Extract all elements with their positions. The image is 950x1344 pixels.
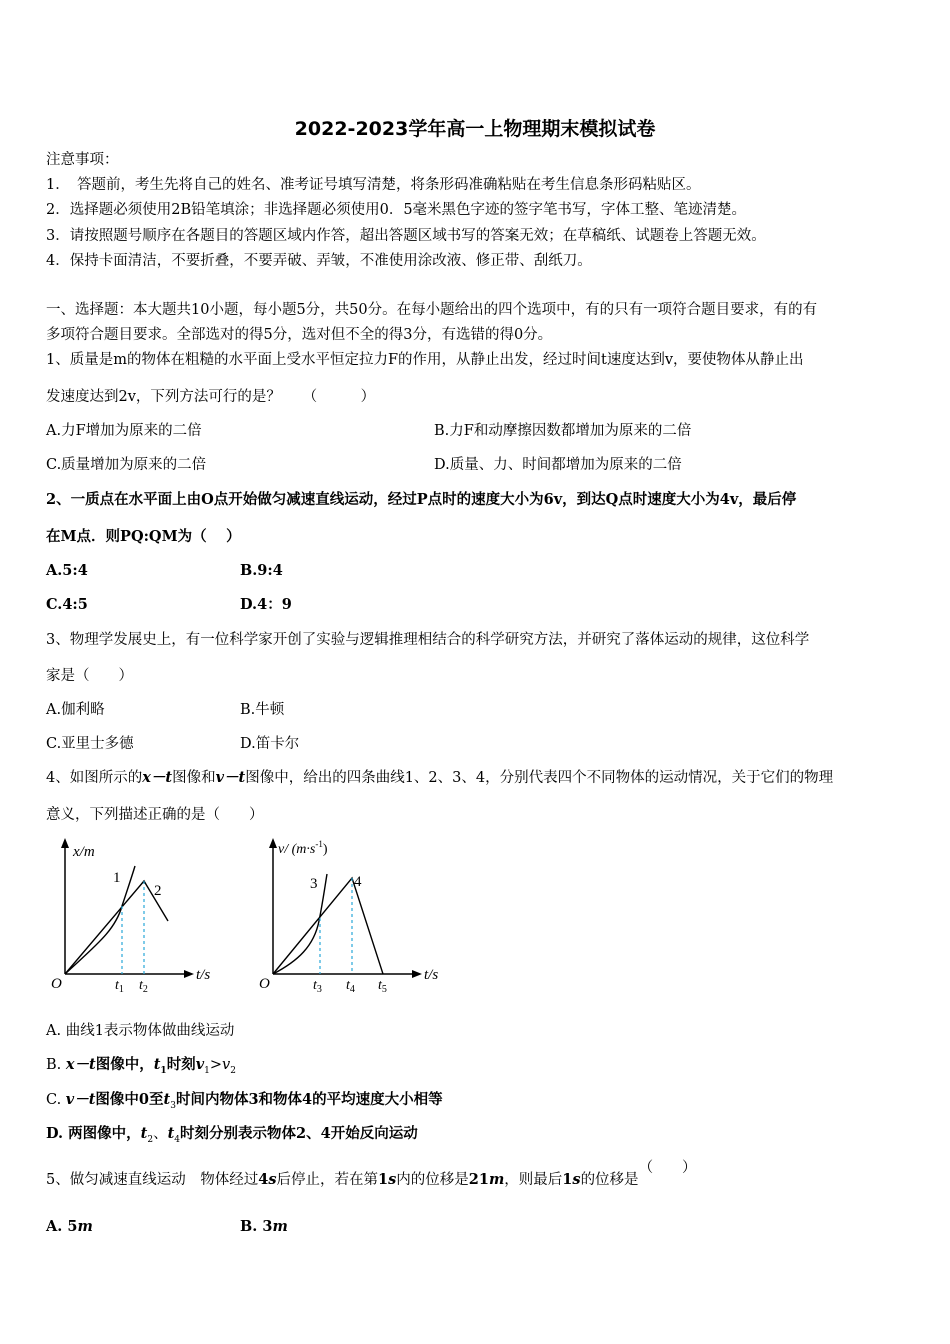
q3-option-c: C.亚里士多德 (46, 736, 134, 752)
notice-item-2: 2．选择题必须使用2B铅笔填涂；非选择题必须使用0．5毫米黑色字迹的签字笔书写，字体工整、笔迹清楚。 (46, 202, 747, 218)
xt-curve-2-label: 2 (154, 883, 162, 899)
q1-option-d: D.质量、力、时间都增加为原来的二倍 (434, 457, 682, 473)
xt-graph-y-arrow (61, 838, 69, 848)
q5-n1: 4 (258, 1171, 269, 1188)
q4-xt-label: x－t (142, 769, 173, 786)
q4-stem-post: 图像中，给出的四条曲线1、2、3、4，分别代表四个不同物体的运动情况，关于它们的物理 (245, 770, 834, 786)
q4-b-gt: > (209, 1057, 223, 1073)
q4-b-v2: v (222, 1057, 231, 1073)
section-intro-line-2: 多项符合题目要求。全部选对的得5分，选对但不全的得3分，有选错的得0分。 (46, 327, 553, 343)
q4-d-t2: t (140, 1125, 148, 1142)
q5-mid2: 内的位移是 (396, 1172, 469, 1188)
q1-option-c: C.质量增加为原来的二倍 (46, 457, 207, 473)
q4-c-post: 时间内物体3和物体4的平均速度大小相等 (175, 1091, 443, 1108)
q4-stem-line-1 (46, 768, 833, 788)
xt-t2-label: $t_2$ (139, 978, 148, 995)
q5-n3: 21 (468, 1171, 489, 1188)
q4-stem-pre: 4、如图所示的 (46, 770, 143, 786)
q5-u4: s (572, 1171, 581, 1188)
q5-b-value: B. 3 (240, 1218, 273, 1235)
xt-graph-x-arrow (184, 970, 194, 978)
q4-b-v1: v (195, 1056, 205, 1073)
vt-curve-4-label: 4 (354, 874, 362, 890)
vt-graph-x-arrow (412, 970, 422, 978)
q4-b-xt: x－t (65, 1056, 96, 1073)
q4-stem-mid: 图像和 (172, 770, 216, 786)
q1-stem-line-1: 1、质量是m的物体在粗糙的水平面上受水平恒定拉力F的作用，从静止出发，经过时间t速度达到v，要使物体从静止出 (46, 352, 804, 368)
vt-curve-3-label: 3 (310, 876, 318, 892)
q4-option-a: A. 曲线1表示物体做曲线运动 (46, 1023, 235, 1039)
q4-d-prefix: D. 两图像中， (46, 1125, 141, 1142)
q5-b-unit: m (272, 1218, 288, 1235)
q5-mid3: ，则最后 (504, 1172, 563, 1188)
q4-d-t4-sub: 4 (174, 1134, 181, 1145)
xt-curve-1-label: 1 (113, 870, 121, 886)
q5-n4: 1 (562, 1171, 573, 1188)
q4-c-mid: 图像中0至 (95, 1091, 164, 1108)
q4-stem-line-2: 意义，下列描述正确的是（ ） (46, 807, 264, 823)
vt-graph (248, 836, 448, 996)
q5-u3: m (488, 1171, 505, 1188)
q5-post: 的位移是 (580, 1172, 639, 1188)
vt-t5-label: $t_5$ (378, 978, 387, 995)
q4-b-mid2: 时刻 (166, 1056, 196, 1073)
q4-d-t2-sub: 2 (147, 1134, 154, 1145)
vt-graph-y-arrow (269, 838, 277, 848)
q4-d-t4: t (167, 1125, 175, 1142)
q4-b-mid: 图像中， (95, 1056, 154, 1073)
q2-option-b: B.9:4 (240, 562, 283, 579)
q4-b-t-sub: 1 (160, 1065, 167, 1076)
q2-stem-line-2: 在M点．则PQ:QM为（ ） (46, 528, 241, 545)
q4-b-t: t (153, 1056, 161, 1073)
xt-x-label: t/s (196, 967, 211, 983)
vt-curve-3 (273, 874, 327, 974)
section-intro-line-1: 一、选择题：本大题共10小题，每小题5分，共50分。在每小题给出的四个选项中，有的只有一项符合题目要求，有的有 (46, 302, 818, 318)
q5-u1: s (268, 1171, 277, 1188)
q1-stem-line-2: 发速度达到2v，下列方法可行的是？ （ ） (46, 389, 376, 405)
q4-c-vt: v－t (65, 1091, 96, 1108)
notice-heading: 注意事项： (46, 152, 119, 168)
page-title: 2022-2023学年高一上物理期末模拟试卷 (294, 118, 656, 140)
q4-b-v1-sub: 1 (204, 1065, 210, 1076)
q5-option-b (240, 1217, 288, 1237)
q4-d-sep: 、 (153, 1126, 168, 1142)
xt-curve-1 (65, 866, 135, 974)
q3-option-a: A.伽利略 (46, 702, 105, 718)
q1-option-a: A.力F增加为原来的二倍 (46, 423, 202, 439)
q3-option-d: D.笛卡尔 (240, 736, 300, 752)
q2-option-c: C.4:5 (46, 596, 88, 613)
notice-item-3: 3．请按照题号顺序在各题目的答题区域内作答，超出答题区域书写的答案无效；在草稿纸、试题卷上答题无效。 (46, 228, 766, 244)
q5-u2: s (388, 1171, 397, 1188)
q4-c-t-sub: 3 (170, 1100, 176, 1111)
q5-a-value: A. 5 (46, 1218, 78, 1235)
q4-vt-label: v－t (215, 769, 246, 786)
xt-origin-label: O (51, 976, 62, 992)
q2-stem-line-1: 2、一质点在水平面上由O点开始做匀减速直线运动，经过P点时的速度大小为6v，到达Q点时速度大小为4v，最后停 (46, 491, 797, 508)
q4-d-post: 时刻分别表示物体2、4开始反向运动 (180, 1125, 418, 1142)
vt-t3-label: $t_3$ (313, 978, 322, 995)
q3-stem-line-1: 3、物理学发展史上，有一位科学家开创了实验与逻辑推理相结合的科学研究方法，并研究了落体运动的规律，这位科学 (46, 632, 810, 648)
q4-option-c (46, 1090, 443, 1116)
q5-answer-paren: （ ） (638, 1160, 697, 1176)
xt-graph (40, 836, 220, 996)
q5-n2: 1 (378, 1171, 389, 1188)
vt-t4-label: $t_4$ (346, 978, 355, 995)
q4-b-v2-sub: 2 (230, 1065, 236, 1076)
q3-stem-line-2: 家是（ ） (46, 668, 133, 684)
vt-origin-label: O (259, 976, 270, 992)
q4-option-d (46, 1124, 418, 1150)
q3-option-b: B.牛顿 (240, 702, 285, 718)
vt-curve-4 (273, 878, 383, 974)
xt-y-label: x/m (73, 844, 95, 860)
q1-option-b: B.力F和动摩擦因数都增加为原来的二倍 (434, 423, 692, 439)
q5-option-a (46, 1217, 93, 1237)
q4-option-b (46, 1055, 236, 1081)
q5-pre: 5、做匀减速直线运动 物体经过 (46, 1172, 259, 1188)
q4-c-prefix: C. (46, 1092, 66, 1108)
q4-b-prefix: B. (46, 1057, 66, 1073)
notice-item-4: 4．保持卡面清洁，不要折叠，不要弄破、弄皱，不准使用涂改液、修正带、刮纸刀。 (46, 253, 592, 269)
q4-c-t: t (163, 1091, 171, 1108)
q5-stem (46, 1160, 697, 1190)
notice-item-1: 1． 答题前，考生先将自己的姓名、准考证号填写清楚，将条形码准确粘贴在考生信息条形码粘贴区。 (46, 177, 701, 193)
vt-y-label: v/ $(m\cdot s^{-1})$ (278, 839, 328, 857)
q2-option-a: A.5:4 (46, 562, 88, 579)
q5-a-unit: m (77, 1218, 93, 1235)
xt-t1-label: $t_1$ (115, 978, 124, 995)
vt-x-label: t/s (424, 967, 439, 983)
q5-mid: 后停止，若在第 (276, 1172, 378, 1188)
q2-option-d: D.4：9 (240, 596, 292, 613)
